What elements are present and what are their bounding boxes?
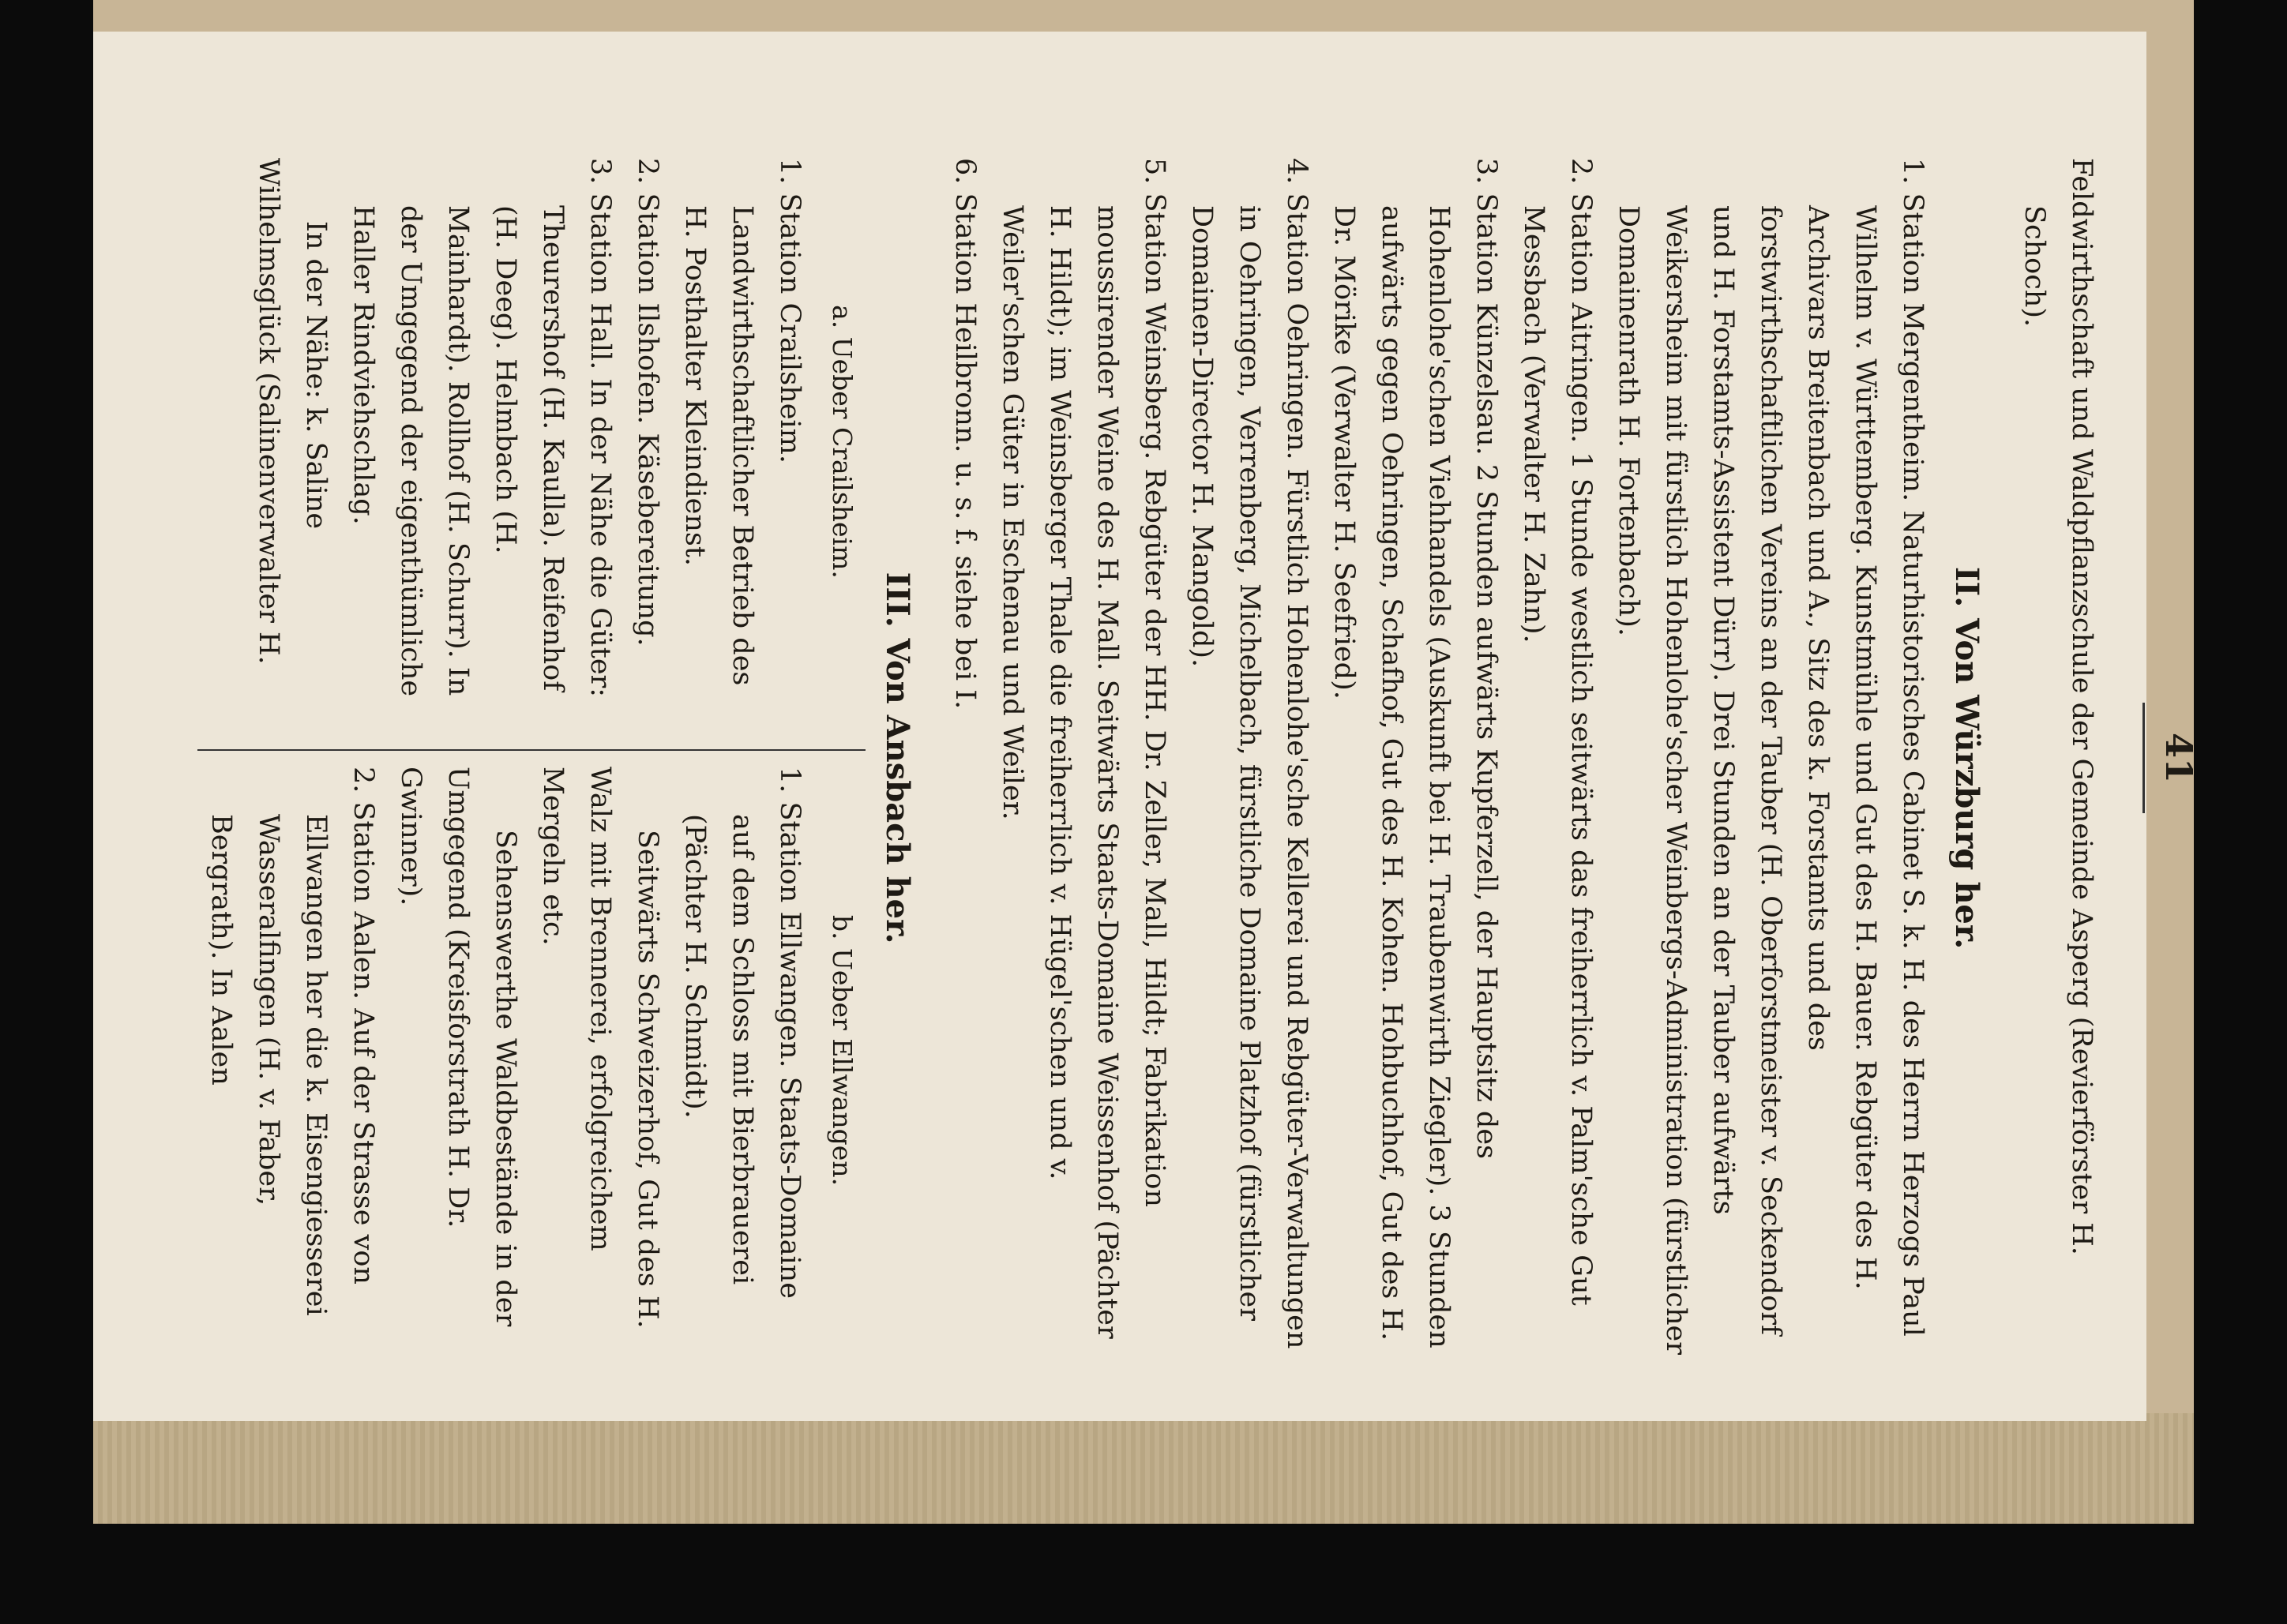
section-heading: II. Von Würzburg her.	[1948, 566, 1985, 950]
left-column	[197, 158, 866, 749]
header-rule	[2142, 703, 2145, 813]
book-page	[93, 32, 2200, 1421]
page-edges	[93, 1413, 2194, 1524]
right-column	[197, 749, 866, 1358]
page-content	[205, 87, 2232, 1429]
page-number: 41	[2157, 732, 2200, 783]
list-item: 6. Station Heilbronn. u. s. f. siehe bei I.	[949, 158, 981, 710]
list-item: 1. Station Mergentheim. Naturhistorisches Cabinet S. k. H. des Herrn Herzogs Paul Wilhelm v. Württemberg. Kunstmühle und Gut des H. Bauer. Rebgüter des H. Archivars Breitenbach und A., Sitz des k. Forstamts und des forstwirthschaftlichen Vereins an der Tauber (H. Oberforstmeister v. Seckendorf und H. Forstamts-Assistent Dürr). Drei Stunden an der Tauber aufwärts Weikersheim mit fürstlich Hohenlohe'scher Weinbergs-Administration (fürstlicher Domainenrath H. Fortenbach).	[1613, 158, 1928, 1356]
list-item: 4. Station Oehringen. Fürstlich Hohenlohe'sche Kellerei und Rebgüter-Verwaltungen in Oehringen, Verrenberg, Michelbach, fürstliche Domaine Platzhof (fürstlicher Domainen-Director H. Mangold).	[1186, 158, 1312, 1349]
paragraph: Seitwärts Schweizerhof, Gut des H. Walz mit Brennerei, erfolgreichem Mergeln etc.	[537, 767, 663, 1329]
list-item: 3. Station Künzelsau. 2 Stunden aufwärts Kupferzell, der Hauptsitz des Hohenlohe'schen Viehhandels (Auskunft bei H. Traubenwirth Ziegler). 3 Stunden aufwärts gegen Oehringen, Schafhof, Gut des H. Kohen. Hohbuchhof, Gut des H. Dr. Mörike (Verwalter H. Seefried).	[1328, 158, 1502, 1348]
list-item: 1. Station Ellwangen. Staats-Domaine auf dem Schloss mit Bierbrauerei (Pächter H. Schmidt).	[679, 767, 806, 1299]
section-heading: III. Von Ansbach her.	[879, 572, 916, 944]
paragraph: Sehenswerthe Waldbestände in der Umgegend (Kreisforstrath H. Dr. Gwinner).	[395, 767, 521, 1327]
list-item: 2. Station Aalen. Auf der Strasse von Ellwangen her die k. Eisengiesserei Wasseralfingen (H. v. Faber, Bergrath). In Aalen	[205, 767, 379, 1316]
subheading: b. Ueber Ellwangen.	[827, 914, 858, 1187]
two-column-section	[197, 158, 866, 1358]
list-item: 1. Station Crailsheim. Landwirthschaftlicher Betrieb des H. Posthalter Kleindienst.	[679, 158, 806, 686]
list-item: 3. Station Hall. In der Nähe die Güter: Theurershof (H. Kaulla). Reifenhof (H. Deeg). Helmbach (H. Mainhardt). Rollhof (H. Schurr). In der Umgegend der eigenthümliche Haller Rindviehschlag.	[347, 158, 616, 698]
page-text	[197, 158, 2105, 1358]
paragraph: In der Nähe: k. Saline Wilhelmsglück (Salinenverwalter H.	[253, 158, 332, 665]
list-item: 5. Station Weinsberg. Rebgüter der HH. Dr. Zeller, Mall, Hildt; Fabrikation moussirender Weine des H. Mall. Seitwärts Staats-Domaine Weissenhof (Pächter H. Hildt); im Weinsberger Thale die freiherrlich v. Hügel'schen und v. Weiler'schen Güter in Eschenau und Weiler.	[997, 158, 1170, 1339]
list-item: 2. Station Aitringen. 1 Stunde westlich seitwärts das freiherrlich v. Palm'sche Gut Messbach (Verwalter H. Zahn).	[1518, 158, 1597, 1306]
subheading: a. Ueber Crailsheim.	[827, 305, 858, 579]
list-item: 2. Station Ilshofen. Käsebereitung.	[632, 158, 663, 647]
intro-paragraph: Feldwirthschaft und Waldpflanzschule der Gemeinde Asperg (Revierförster H. Schoch).	[2018, 158, 2097, 1255]
